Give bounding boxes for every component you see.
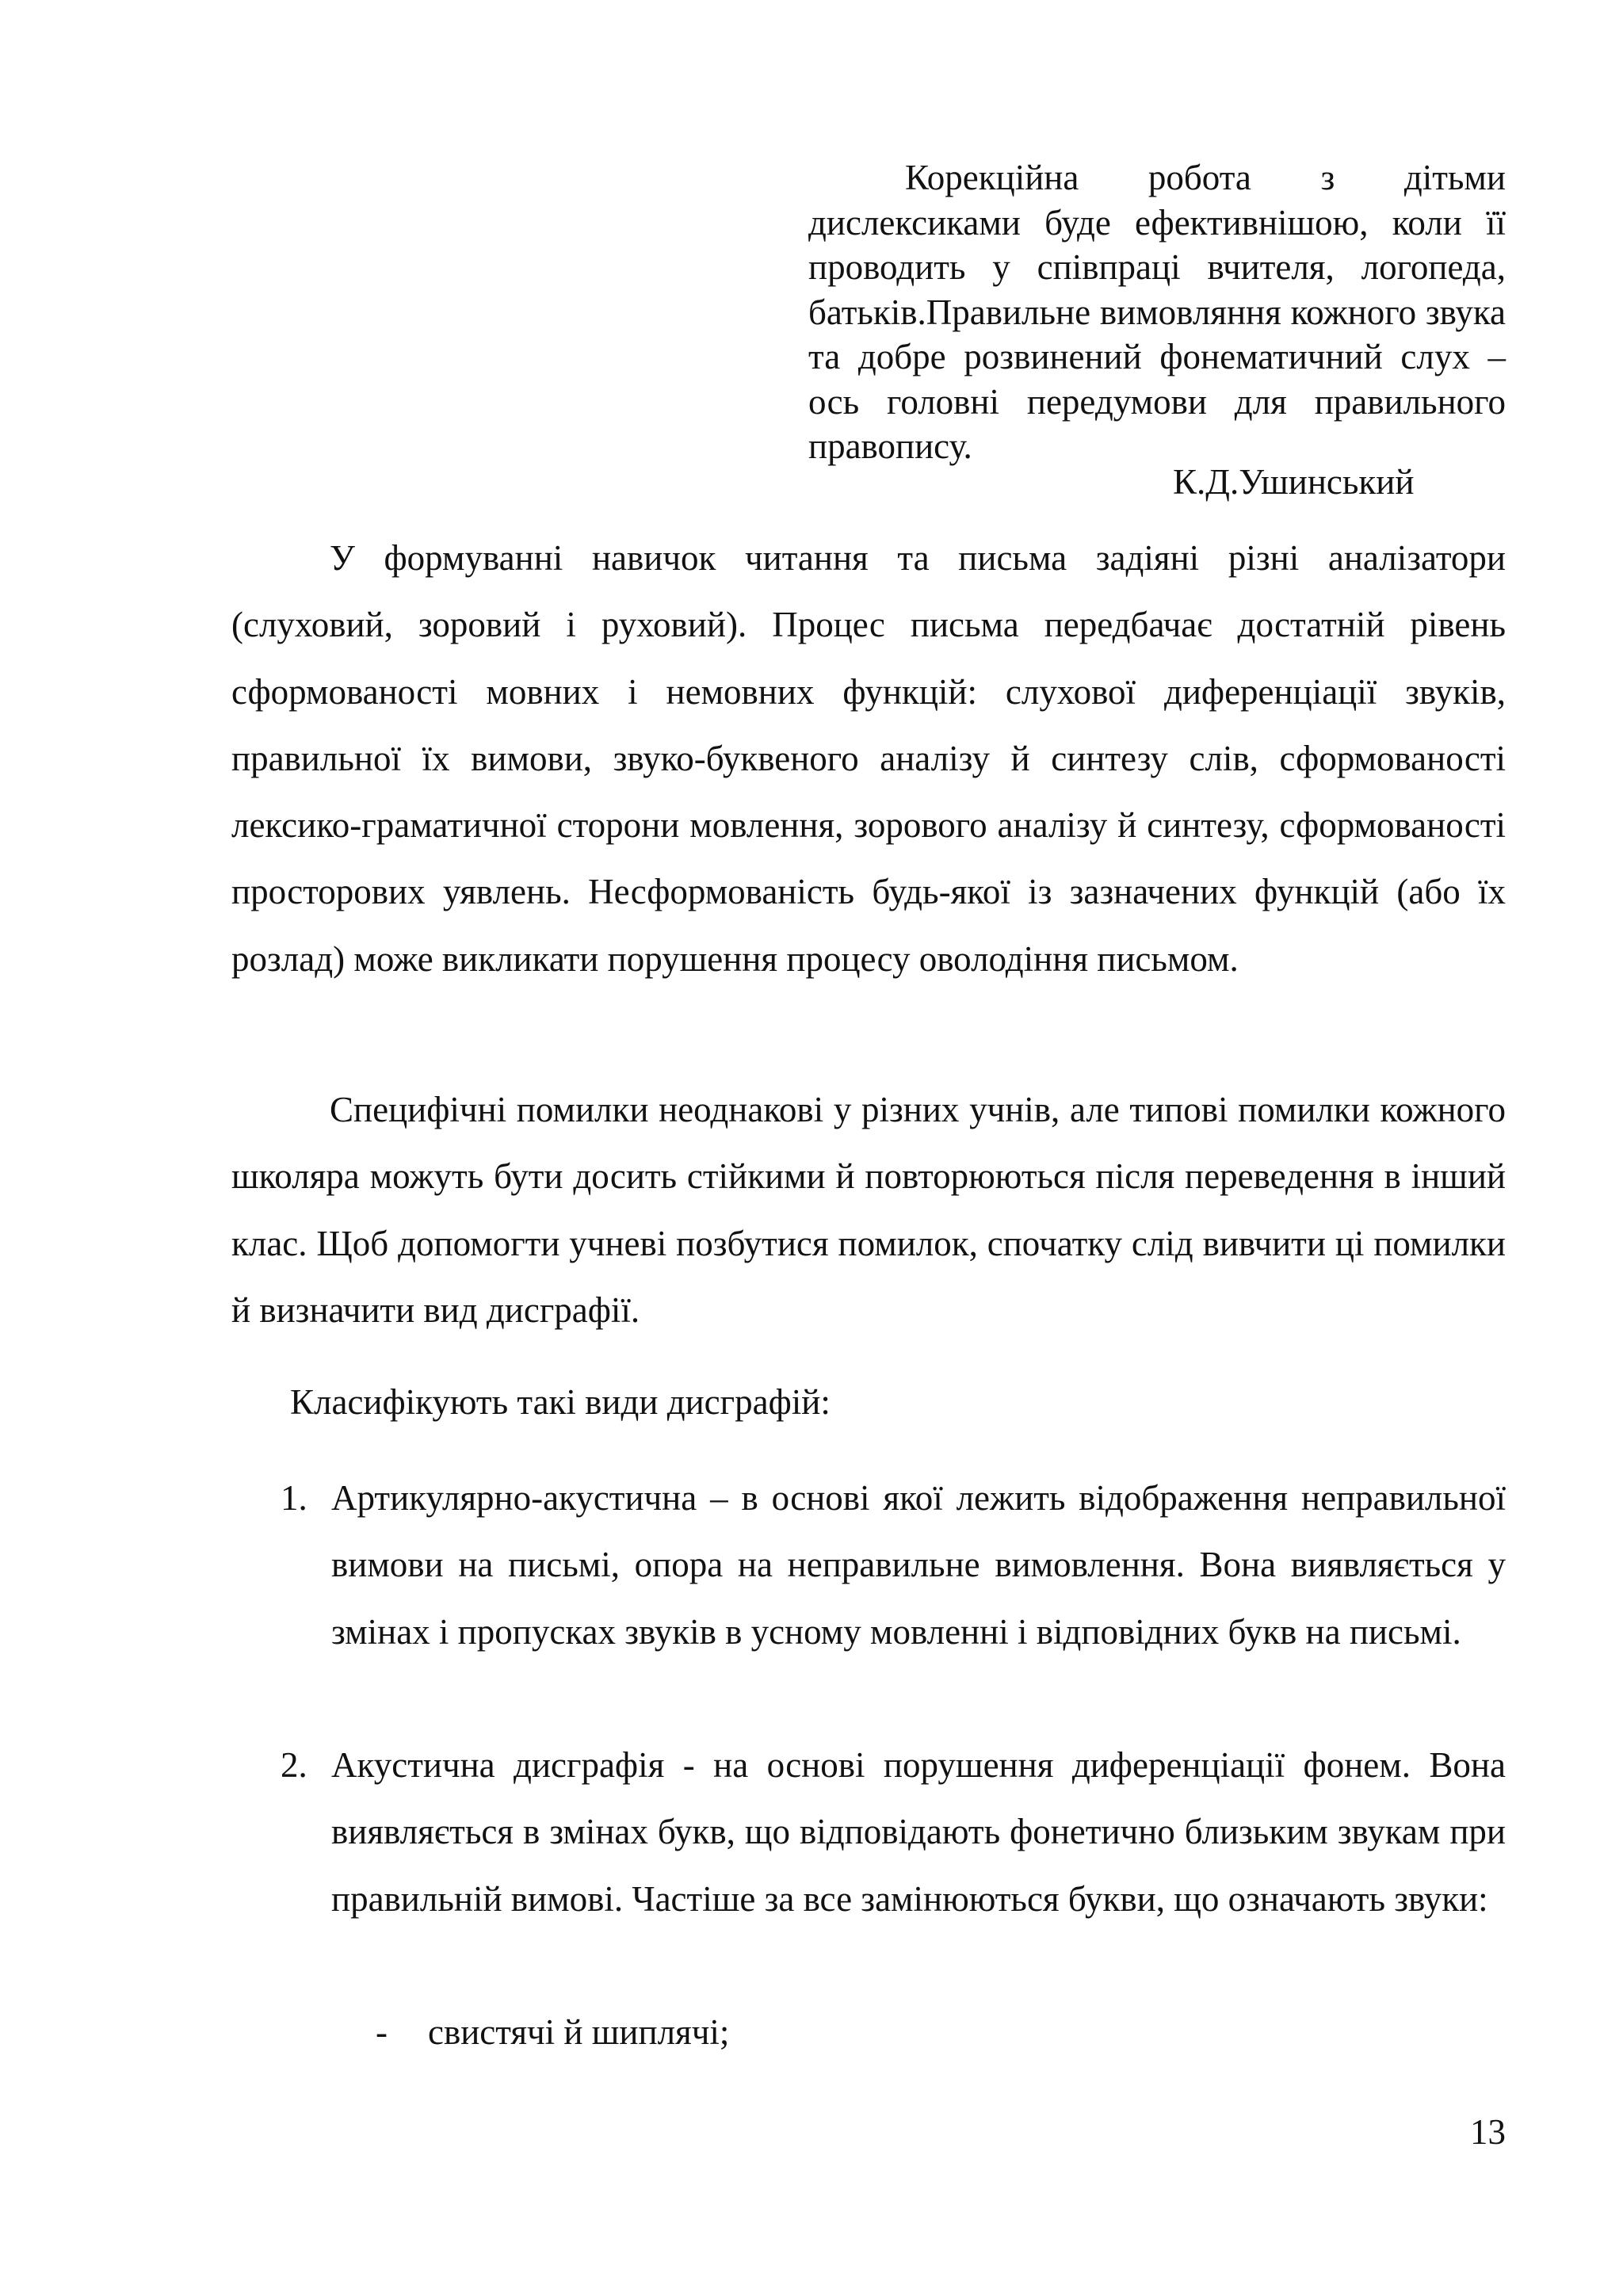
list-item-articulatory-acoustic xyxy=(281,1465,1506,1665)
classification-intro: Класифікують такі види дисграфій: xyxy=(290,1382,831,1422)
sublist-item-text: свистячі й шиплячі; xyxy=(428,2012,730,2052)
list-number: 1. xyxy=(281,1478,307,1518)
paragraph-specific-errors: Специфічні помилки неоднакові у різних учнів, але типові помилки кожного школяра можуть бути досить стійкими й повторюються після переведення в інший клас. Щоб допомогти учневі позбутися помилок, спочатку слід вивчити ці помилки й визначити вид дисграфії. xyxy=(231,1090,1506,1330)
list-item-text: Акустична дисграфія - на основі порушення диференціації фонем. Вона виявляється в змінах букв, що відповідають фонетично близьким звукам при правильній вимові. Частіше за все замінюються букви, що означають звуки: xyxy=(331,1745,1506,1919)
page-number: 13 xyxy=(1470,2112,1506,2152)
list-item-acoustic xyxy=(281,1732,1506,1932)
epigraph-author: К.Д.Ушинський xyxy=(1173,462,1415,502)
list-item-text: Артикулярно-акустична – в основі якої лежить відображення неправильної вимови на письмі, опора на неправильне вимовлення. Вона виявляється у змінах і пропусках звуків в усному мовленні і відповідних букв на письмі. xyxy=(331,1478,1506,1652)
epigraph-text: Корекційна робота з дітьми дислексиками буде ефективнішою, коли її проводить у співпраці вчителя, логопеда, батьків.Правильне вимовляння кожного звука та добре розвинений фонематичний слух – ось головні передумови для правильного правопису. xyxy=(808,158,1506,466)
paragraph-analyzers: У формуванні навичок читання та письма задіяні різні аналізатори (слуховий, зоровий і руховий). Процес письма передбачає достатній рівень сформованості мовних і немовних функцій: слухової диференціації звуків, правильної їх вимови, звуко-буквеного аналізу й синтезу слів, сформованості лексико-граматичної сторони мовлення, зорового аналізу й синтезу, сформованості просторових уявлень. Несформованість будь-якої із зазначених функцій (або їх розлад) може викликати порушення процесу оволодіння письмом. xyxy=(231,538,1506,979)
list-number: 2. xyxy=(281,1745,307,1785)
sublist-marker: - xyxy=(376,2012,388,2052)
sublist-item-whistling-hissing xyxy=(376,1999,729,2065)
